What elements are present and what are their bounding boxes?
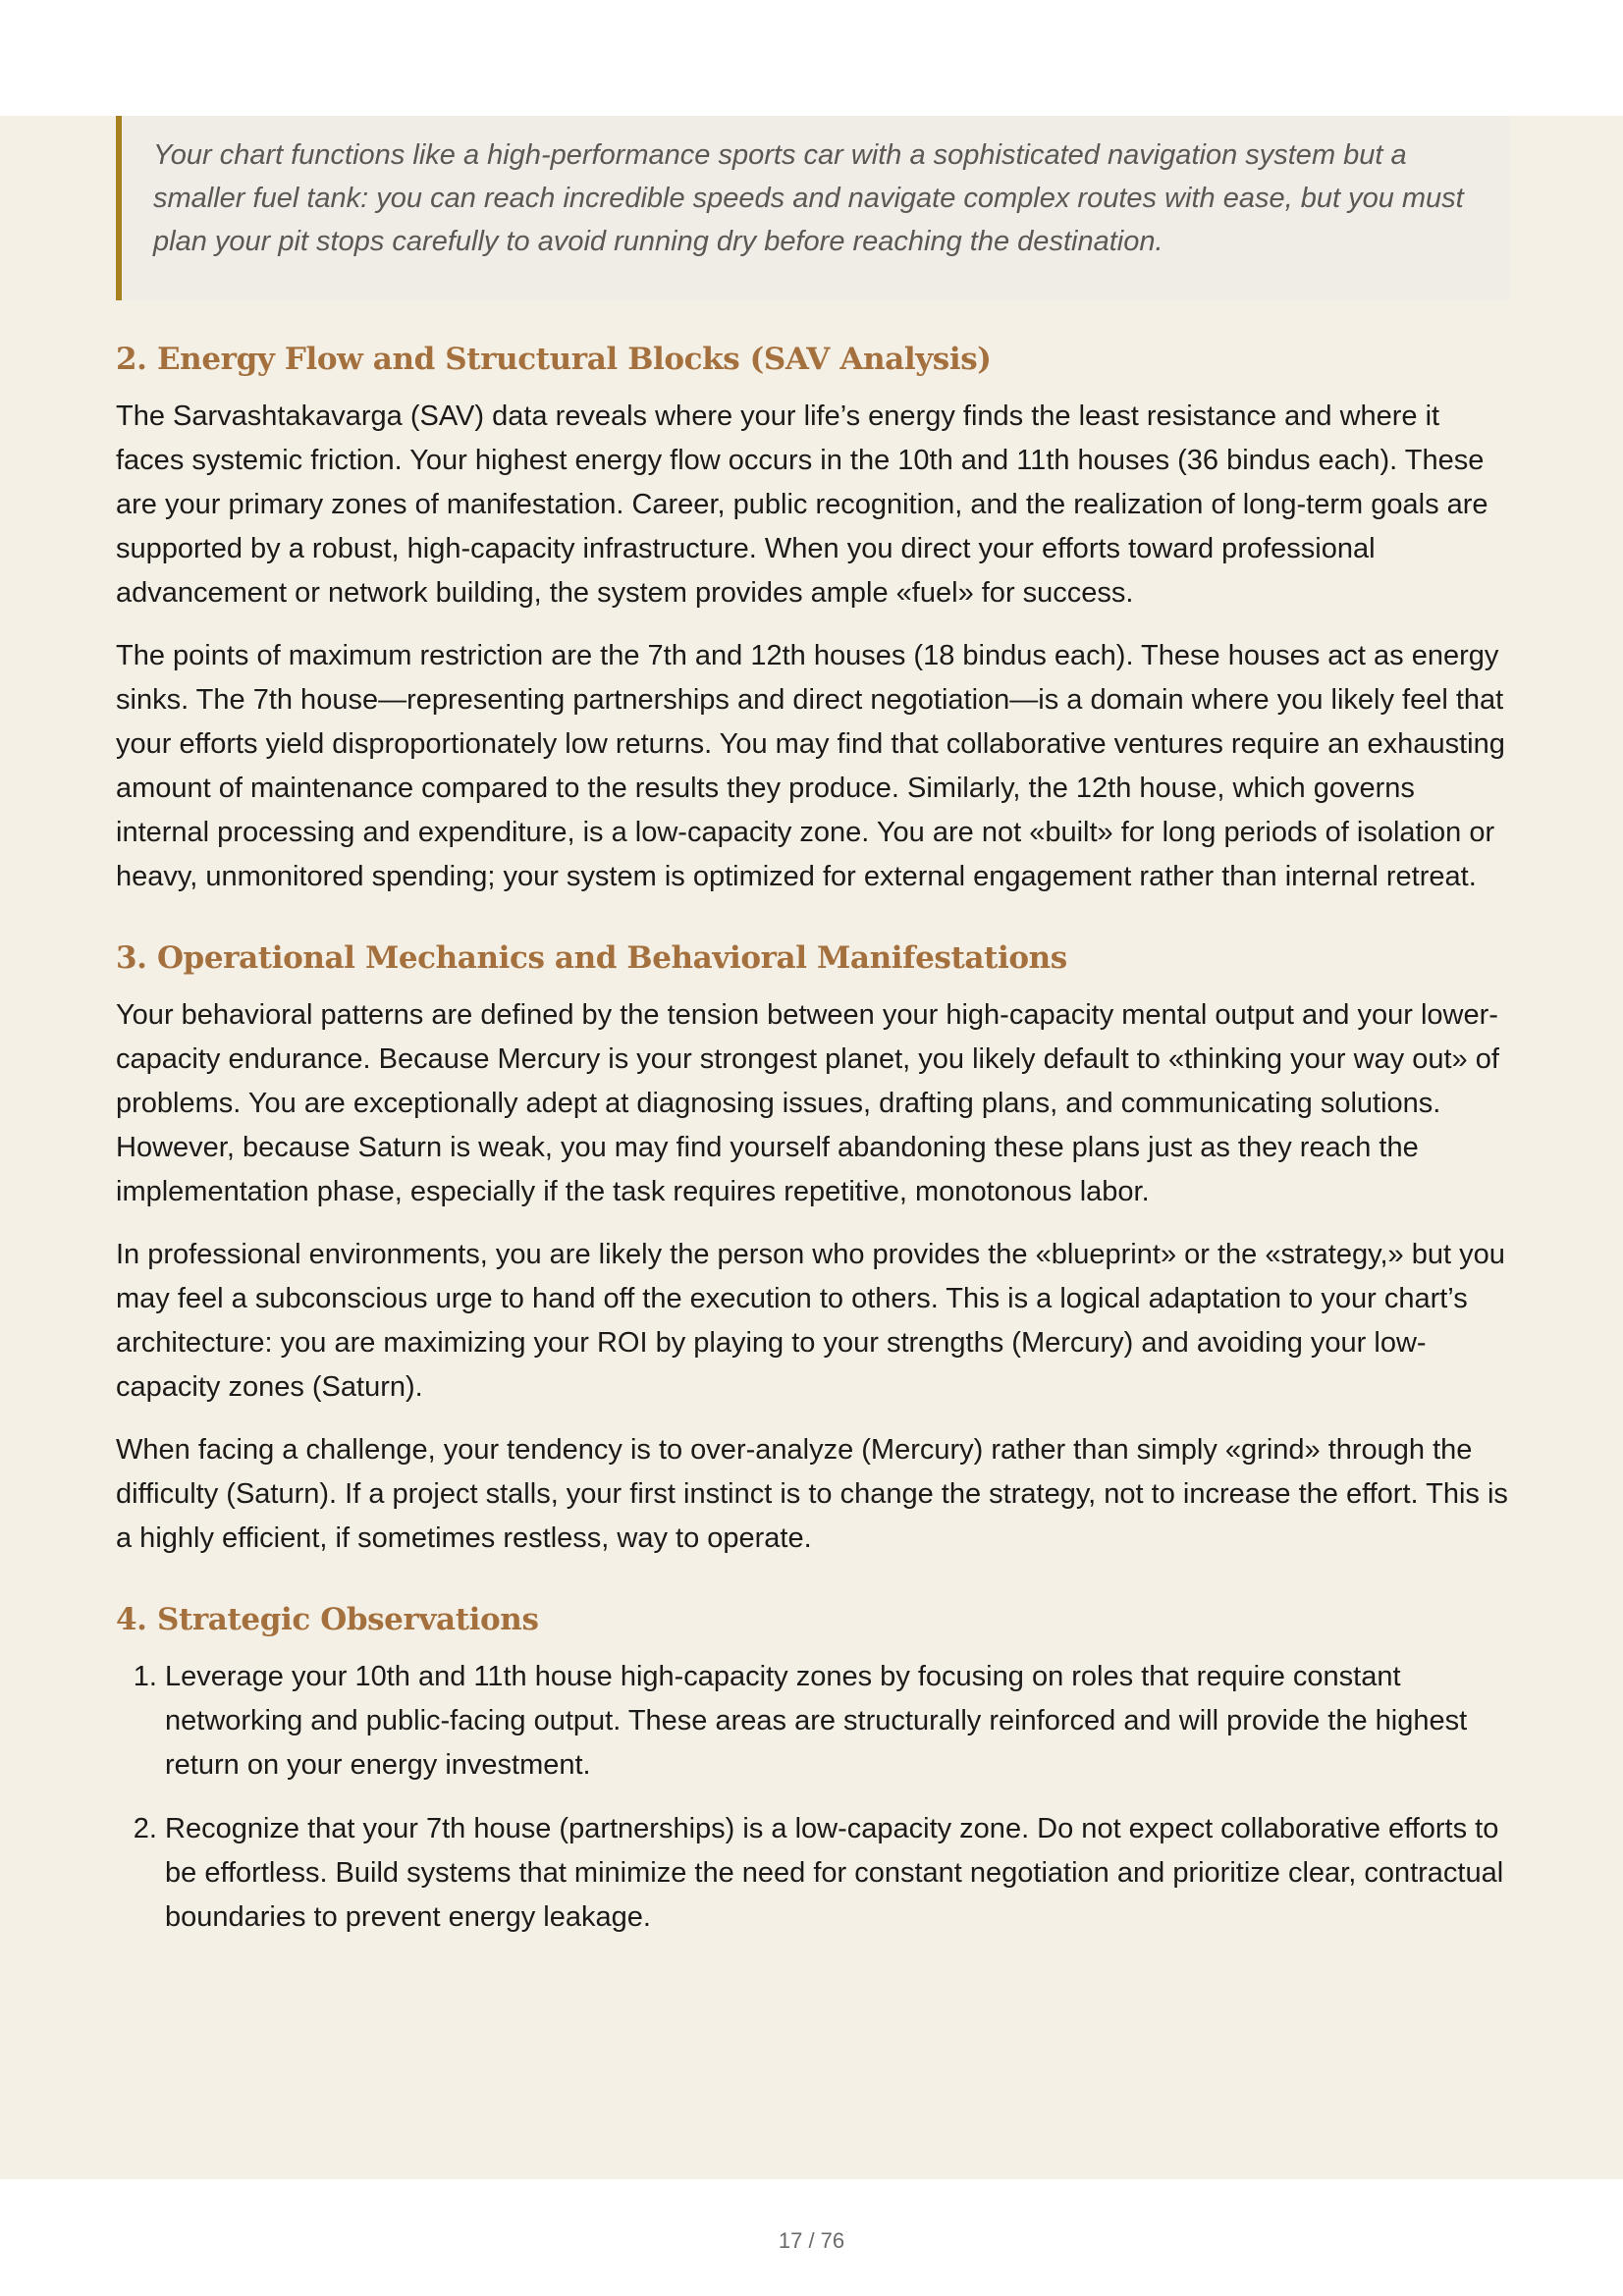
list-item: 2. Recognize that your 7th house (partnerships) is a low-capacity zone. Do not expect collaborative efforts to be effortless. Build systems that minimize the need for constant negotiation and prioritize clear, contractual boundaries to prevent energy leakage. <box>165 1807 1510 1940</box>
page-number: 17 / 76 <box>778 2228 845 2253</box>
paragraph: Your behavioral patterns are defined by the tension between your high-capacity mental output and your lower-capacity endurance. Because Mercury is your strongest planet, you likely default to «thinking your way out» of problems. You are exceptionally adept at diagnosing issues, drafting plans, and communicating solutions. However, because Saturn is weak, you may find yourself abandoning these plans just as they reach the implementation phase, especially if the task requires repetitive, monotonous labor. <box>116 999 1499 1207</box>
section-heading-operational-mechanics: 3. Operational Mechanics and Behavioral Manifestations <box>116 940 1067 976</box>
section-heading-energy-flow: 2. Energy Flow and Structural Blocks (SAV Analysis) <box>116 342 992 377</box>
observations-list <box>116 1655 1510 1940</box>
paragraph: The points of maximum restriction are the 7th and 12th houses (18 bindus each). These houses act as energy sinks. The 7th house—representing partnerships and direct negotiation—is a domain where you likely feel that your efforts yield disproportionately low returns. You may find that collaborative ventures require an exhausting amount of maintenance compared to the results they produce. Similarly, the 12th house, which governs internal processing and expenditure, is a low-capacity zone. You are not «built» for long periods of isolation or heavy, unmonitored spending; your system is optimized for external engagement rather than internal retreat. <box>116 640 1505 892</box>
document-content <box>116 116 1510 1959</box>
paragraph: In professional environments, you are likely the person who provides the «blueprint» or the «strategy,» but you may feel a subconscious urge to hand off the execution to others. This is a logical adaptation to your chart’s architecture: you are maximizing your ROI by playing to your strengths (Mercury) and avoiding your low-capacity zones (Saturn). <box>116 1239 1505 1403</box>
page-area <box>0 116 1623 2179</box>
section-heading-strategic-observations: 4. Strategic Observations <box>116 1602 539 1637</box>
paragraph: The Sarvashtakavarga (SAV) data reveals where your life’s energy finds the least resistance and where it faces systemic friction. Your highest energy flow occurs in the 10th and 11th houses (36 bindus each). These are your primary zones of manifestation. Career, public recognition, and the realization of long-term goals are supported by a robust, high-capacity infrastructure. When you direct your efforts toward professional advancement or network building, the system provides ample «fuel» for success. <box>116 400 1488 609</box>
paragraph: When facing a challenge, your tendency is to over-analyze (Mercury) rather than simply «grind» through the difficulty (Saturn). If a project stalls, your first instinct is to change the strategy, not to increase the effort. This is a highly efficient, if sometimes restless, way to operate. <box>116 1434 1508 1554</box>
list-item: 1. Leverage your 10th and 11th house high-capacity zones by focusing on roles that require constant networking and public-facing output. These areas are structurally reinforced and will provide the highest return on your energy investment. <box>165 1655 1510 1788</box>
pull-quote: Your chart functions like a high-performance sports car with a sophisticated navigation system but a smaller fuel tank: you can reach incredible speeds and navigate complex routes with ease, but you must plan your pit stops carefully to avoid running dry before reaching the destination. <box>116 116 1510 300</box>
